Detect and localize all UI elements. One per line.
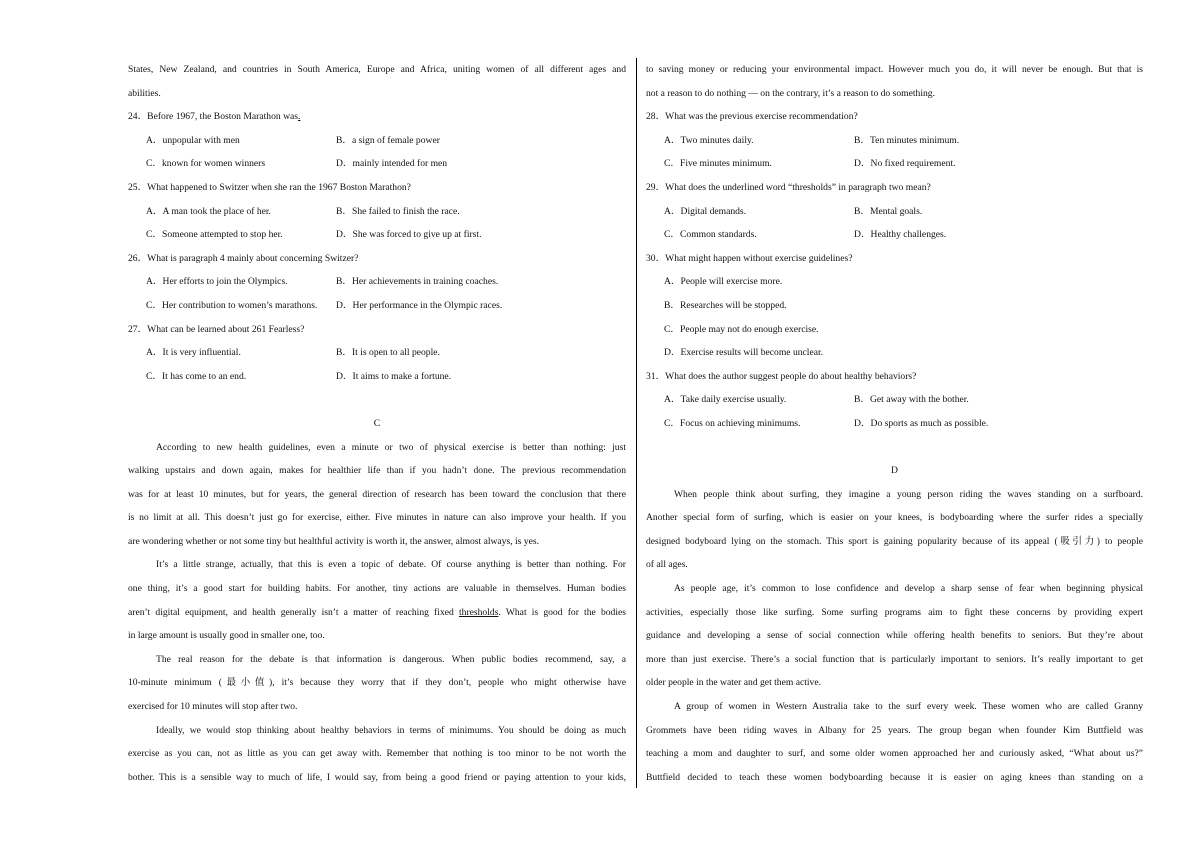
text-line: States, New Zealand, and countries in South America, Europe and Africa, uniting women of all different ages and — [128, 64, 626, 75]
text-line: abilities. — [128, 87, 161, 99]
option-a: A．Her efforts to join the Olympics. — [146, 276, 288, 288]
question-27-options-row-1 — [128, 341, 626, 365]
text-line: are wondering whether or not some tiny but healthful activity is worth it, the answer, almost always, is yes. — [128, 535, 539, 547]
question-28-options-row-2 — [646, 152, 1143, 176]
option-a: A．A man took the place of her. — [146, 205, 271, 217]
text-line: aren’t digital equipment, and health generally isn’t a matter of reaching fixed thresholds. What is good for the bodies — [128, 606, 626, 618]
text-line: bother. This is a sensible way to much of life, I would say, from being a good friend or paying attention to your kids, — [128, 771, 626, 783]
question-25-stem: 25．What happened to Switzer when she ran the 1967 Boston Marathon? — [128, 181, 411, 193]
option-c: C．Common standards. — [664, 229, 757, 241]
text-line: exercise as you can, not as little as you can get away with. Remember that nothing is too minor to be not worth the — [128, 748, 626, 760]
text-line: activities, especially those like surfing. Some surfing programs aim to fight these concerns by providing expert — [646, 606, 1143, 618]
option-d: D．Do sports as much as possible. — [854, 417, 989, 429]
option-d: D．mainly intended for men — [336, 158, 448, 170]
option-c: C．Someone attempted to stop her. — [146, 229, 283, 241]
question-28-stem: 28．What was the previous exercise recommendation? — [646, 111, 858, 123]
text-line: Buttfield decided to teach these women bodyboarding because it is easier on aging knees than standing on a — [646, 771, 1143, 783]
option-a: A．People will exercise more. — [664, 276, 783, 288]
text-line: one thing, it’s a good start for building habits. For another, tiny actions are valuable in themselves. Human bodies — [128, 583, 626, 595]
option-b: B．It is open to all people. — [336, 347, 440, 359]
option-c: C．Focus on achieving minimums. — [664, 417, 801, 429]
text-line: 10-minute minimum (最小值), it’s because they worry that if they don’t, people who might otherwise have — [128, 677, 626, 689]
option-d: D．She was forced to give up at first. — [336, 229, 482, 241]
option-c: C．It has come to an end. — [146, 370, 247, 382]
option-c: C．People may not do enough exercise. — [664, 323, 819, 335]
question-24-options-row-1 — [128, 129, 626, 153]
text-line: The real reason for the debate is that information is dangerous. When public bodies recommend, say, a — [156, 653, 626, 665]
text-line: was for at least 10 minutes, but for years, the general direction of research has been toward the conclusion that there — [128, 488, 626, 500]
text-line: in large amount is usually good in smaller one, too. — [128, 630, 325, 642]
question-24-options-row-2 — [128, 152, 626, 176]
text-line: teaching a mom and daughter to surf, and some older women approached her and curiously asked, “What about us?” — [646, 748, 1143, 760]
option-b: B．Ten minutes minimum. — [854, 134, 960, 146]
question-31-options-row-1 — [646, 388, 1143, 412]
option-a: A．Digital demands. — [664, 205, 747, 217]
text-line: older people in the water and get them active. — [646, 677, 822, 689]
question-25-options-row-2 — [128, 223, 626, 247]
answer-blank: . — [298, 111, 301, 123]
text-line: more than just exercise. There’s a social function that is particularly important to seniors. It’s really important to get — [646, 653, 1143, 665]
text-line: A group of women in Western Australia take to the surf every week. These women who are called Granny — [674, 701, 1143, 713]
option-c: C．known for women winners — [146, 158, 266, 170]
option-d: D．Healthy challenges. — [854, 229, 947, 241]
option-b: B．Researches will be stopped. — [664, 299, 787, 311]
question-28-options-row-1 — [646, 129, 1143, 153]
text-line: Grommets have been riding waves in Albany for 25 years. The group began when founder Kim Buttfield was — [646, 724, 1143, 736]
text-line: to saving money or reducing your environmental impact. However much you do, it will never be enough. But that is — [646, 64, 1143, 75]
option-b: B．a sign of female power — [336, 134, 440, 146]
column-divider — [636, 58, 637, 788]
underlined-word: thresholds — [458, 606, 499, 618]
option-b: B．Her achievements in training coaches. — [336, 276, 499, 288]
text-line: is no limit at all. This doesn’t just go for exercise, either. Five minutes in nature can also improve your health. If you — [128, 512, 626, 524]
option-c: C．Her contribution to women’s marathons. — [146, 299, 318, 311]
question-27-options-row-2 — [128, 365, 626, 389]
option-d: D．No fixed requirement. — [854, 158, 956, 170]
option-a: A．Two minutes daily. — [664, 134, 754, 146]
question-29-options-row-1 — [646, 200, 1143, 224]
text-line: walking upstairs and down again, makes for healthier life than if you hadn’t done. The previous recommendation — [128, 465, 626, 477]
left-column — [128, 58, 626, 789]
question-31-options-row-2 — [646, 412, 1143, 436]
text-line: According to new health guidelines, even a minute or two of physical exercise is better than nothing: just — [156, 441, 626, 453]
right-column — [646, 58, 1143, 789]
question-30-stem: 30．What might happen without exercise guidelines? — [646, 252, 853, 264]
text-line: exercised for 10 minutes will stop after two. — [128, 701, 298, 713]
text-line: Ideally, we would stop thinking about healthy behaviors in terms of minimums. You should be doing as much — [156, 724, 626, 736]
question-26-stem: 26．What is paragraph 4 mainly about concerning Switzer? — [128, 252, 359, 264]
option-c: C．Five minutes minimum. — [664, 158, 772, 170]
text-line: guidance and developing a sense of social connection while offering health benefits to seniors. But they’re about — [646, 630, 1143, 642]
question-31-stem: 31．What does the author suggest people do about healthy behaviors? — [646, 370, 917, 382]
option-b: B．Mental goals. — [854, 205, 923, 217]
option-a: A．unpopular with men — [146, 134, 240, 146]
text-line: not a reason to do nothing — on the contrary, it’s a reason to do something. — [646, 87, 936, 99]
question-25-options-row-1 — [128, 200, 626, 224]
section-c-heading: C — [373, 417, 381, 429]
text-line: It’s a little strange, actually, that this is even a topic of debate. Of course anything is better than nothing. For — [156, 559, 626, 571]
option-d: D．Her performance in the Olympic races. — [336, 299, 503, 311]
option-a: A．Take daily exercise usually. — [664, 394, 787, 406]
question-27-stem: 27．What can be learned about 261 Fearless? — [128, 323, 305, 335]
option-b: B．She failed to finish the race. — [336, 205, 460, 217]
question-24-stem: 24．Before 1967, the Boston Marathon was. — [128, 111, 301, 123]
section-d-heading: D — [891, 465, 898, 477]
question-26-options-row-1 — [128, 270, 626, 294]
option-d: D．Exercise results will become unclear. — [664, 347, 824, 359]
question-26-options-row-2 — [128, 294, 626, 318]
question-29-options-row-2 — [646, 223, 1143, 247]
text-line: of all ages. — [646, 559, 688, 571]
text-line: As people age, it’s common to lose confidence and develop a sharp sense of fear when beginning physical — [674, 583, 1143, 595]
option-b: B．Get away with the bother. — [854, 394, 969, 406]
option-a: A．It is very influential. — [146, 347, 241, 359]
text-line: When people think about surfing, they imagine a young person riding the waves standing on a surfboard. — [674, 488, 1143, 500]
question-29-stem: 29．What does the underlined word “thresholds” in paragraph two mean? — [646, 181, 931, 193]
option-d: D．It aims to make a fortune. — [336, 370, 452, 382]
text-line: Another special form of surfing, which is easier on your knees, is bodyboarding where the surfer rides a specially — [646, 512, 1143, 524]
text-line: designed bodyboard lying on the stomach. This sport is gaining popularity because of its appeal (吸引力) to people — [646, 535, 1143, 547]
